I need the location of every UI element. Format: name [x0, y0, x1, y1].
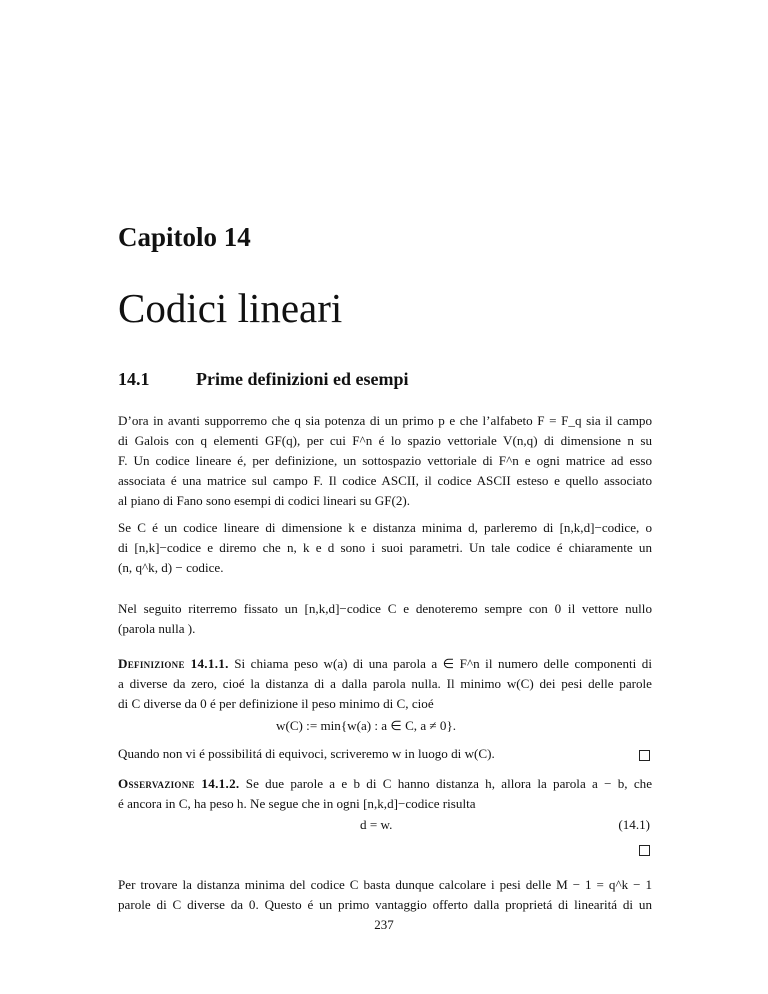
text-line: parole di C diverse da 0. Questo é un primo vantaggio offerto dalla proprietá di linearitá di un [118, 897, 652, 912]
text-line: é ancora in C, ha peso h. Ne segue che in ogni [n,k,d]−codice risulta [118, 796, 476, 811]
text-line: di Galois con q elementi GF(q), per cui F^n é lo spazio vettoriale V(n,q) di dimensione n su [118, 433, 652, 448]
text-line: D’ora in avanti supporremo che q sia potenza di un primo p e che l’alfabeto F = F_q sia il campo [118, 413, 652, 428]
qed-symbol [639, 750, 650, 761]
text-line: al piano di Fano sono esempi di codici lineari su GF(2). [118, 493, 411, 508]
text-line: Quando non vi é possibilitá di equivoci, scriveremo w in luogo di w(C). [118, 746, 495, 761]
definition-first-line [118, 654, 652, 674]
definition-block [118, 654, 652, 714]
text-line: di C diverse da 0 é per definizione il peso minimo di C, cioé [118, 696, 434, 711]
text-line: Se C é un codice lineare di dimensione k e distanza minima d, parleremo di [n,k,d]−codice, o [118, 520, 652, 535]
definition-label: Definizione 14.1.1. [118, 656, 229, 671]
paragraph-1 [118, 411, 652, 511]
chapter-title: Codici lineari [118, 285, 343, 331]
text-line: (n, q^k, d) − codice. [118, 560, 224, 575]
paragraph-2 [118, 518, 652, 578]
text-span: Si chiama peso w(a) di una parola a ∈ F^n il numero delle componenti di [234, 656, 652, 671]
paragraph-3 [118, 599, 652, 639]
section-heading [118, 369, 408, 390]
observation-label: Osservazione 14.1.2. [118, 776, 240, 791]
text-line: associata é una matrice sul campo F. Il codice ASCII, il codice ASCII esteso e quello associato [118, 473, 652, 488]
text-line: Nel seguito riterremo fissato un [n,k,d]−codice C e denoteremo sempre con 0 il vettore nullo [118, 601, 652, 616]
section-number: 14.1 [118, 369, 150, 389]
definition-formula: w(C) := min{w(a) : a ∈ C, a ≠ 0}. [276, 718, 457, 733]
text-line: (parola nulla ). [118, 621, 196, 636]
observation-formula: d = w. [360, 817, 393, 832]
definition-after [118, 744, 652, 764]
text-line: a diverse da zero, cioé la distanza di a dalla parola nulla. Il minimo w(C) dei pesi delle parole [118, 676, 652, 691]
equation-number: (14.1) [618, 817, 650, 832]
chapter-label: Capitolo 14 [118, 222, 251, 252]
text-line: F. Un codice lineare é, per definizione, un sottospazio vettoriale di F^n e ogni matrice ad esso [118, 453, 652, 468]
page-number: 237 [374, 917, 394, 932]
observation-block [118, 774, 652, 814]
text-span: Se due parole a e b di C hanno distanza h, allora la parola a − b, che [245, 776, 653, 791]
qed-symbol [639, 845, 650, 856]
observation-first-line [118, 774, 652, 794]
text-line: Per trovare la distanza minima del codice C basta dunque calcolare i pesi delle M − 1 = q^k − 1 [118, 877, 652, 892]
text-line: di [n,k]−codice e diremo che n, k e d sono i suoi parametri. Un tale codice é chiaramente un [118, 540, 652, 555]
section-title: Prime definizioni ed esempi [196, 369, 409, 389]
paragraph-4 [118, 875, 652, 915]
